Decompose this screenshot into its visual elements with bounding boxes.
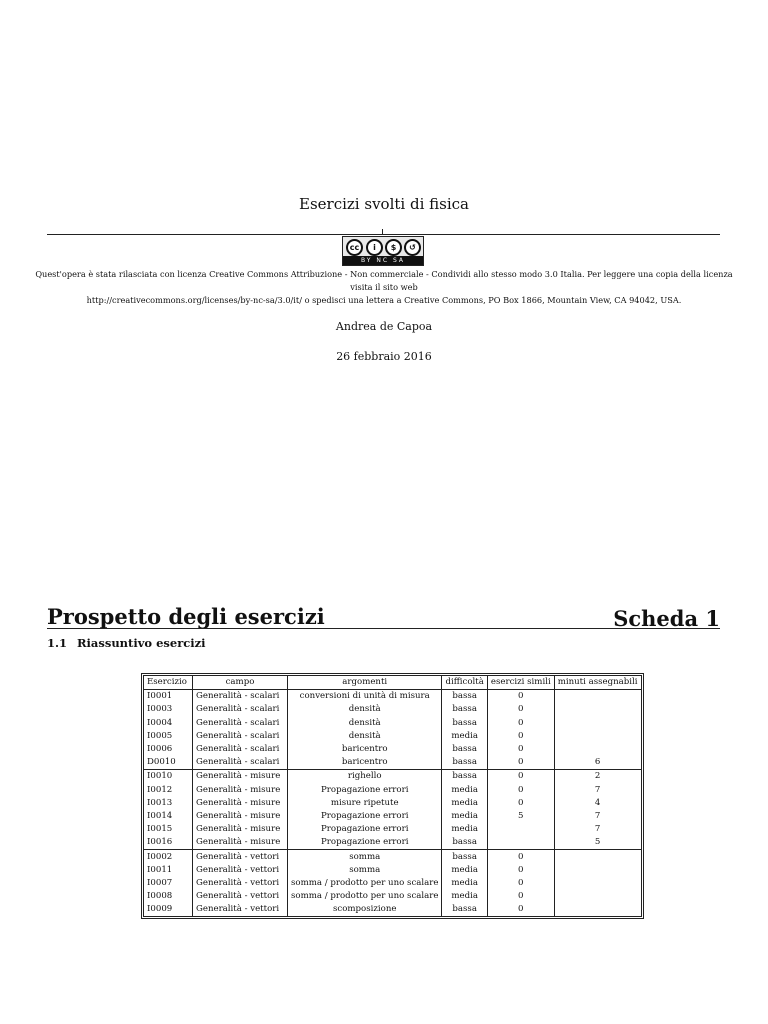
cell-esercizi-simili: 0 [487, 797, 554, 810]
table-body [144, 690, 641, 917]
by-icon: i [366, 239, 383, 256]
table-header-row [144, 676, 641, 690]
cell-difficolta: media [442, 877, 487, 890]
cell-argomenti: somma / prodotto per uno scalare [288, 877, 442, 890]
cell-esercizio: I0004 [147, 717, 173, 728]
cell-campo: Generalità - scalari [193, 703, 288, 716]
cell-difficolta: bassa [442, 717, 487, 730]
subsection-title: Riassuntivo esercizi [77, 636, 206, 650]
cell-campo: Generalità - vettori [193, 890, 288, 903]
cell-esercizi-simili: 0 [487, 717, 554, 730]
cell-difficolta: bassa [442, 756, 487, 770]
author: Andrea de Capoa [335, 320, 433, 333]
cell-esercizi-simili: 0 [487, 770, 554, 784]
table-row [144, 730, 641, 743]
cell-esercizi-simili: 0 [487, 877, 554, 890]
table-row [144, 690, 641, 704]
cell-difficolta: bassa [442, 770, 487, 784]
cell-argomenti: scomposizione [288, 903, 442, 916]
section-rule [47, 628, 720, 629]
badge-labels: BY NC SA [343, 256, 423, 265]
table-row [144, 877, 641, 890]
cell-campo: Generalità - misure [193, 770, 288, 784]
col-header-minuti: minuti assegnabili [554, 676, 640, 690]
subsection-number: 1.1 [47, 636, 68, 650]
cell-campo: Generalità - vettori [193, 903, 288, 916]
table-row [144, 756, 641, 770]
cell-difficolta: media [442, 797, 487, 810]
cell-minuti: 5 [554, 836, 640, 850]
cell-minuti [554, 703, 640, 716]
cell-campo: Generalità - misure [193, 784, 288, 797]
section-title: Prospetto degli esercizi [47, 604, 325, 629]
cell-esercizi-simili: 0 [487, 703, 554, 716]
cell-esercizi-simili: 0 [487, 690, 554, 704]
cell-esercizio: I0015 [147, 824, 173, 835]
title-rule [47, 234, 720, 235]
cell-campo: Generalità - vettori [193, 877, 288, 890]
cell-esercizio: D0010 [147, 757, 176, 768]
cell-difficolta: media [442, 730, 487, 743]
cell-esercizio: I0013 [147, 797, 173, 808]
cell-esercizi-simili [487, 823, 554, 836]
cell-esercizio: I0014 [147, 810, 173, 821]
cell-argomenti: Propagazione errori [288, 810, 442, 823]
cell-difficolta: bassa [442, 836, 487, 850]
cell-esercizi-simili: 0 [487, 864, 554, 877]
cell-difficolta: media [442, 890, 487, 903]
cell-campo: Generalità - scalari [193, 690, 288, 704]
cell-difficolta: bassa [442, 743, 487, 756]
cell-argomenti: baricentro [288, 756, 442, 770]
cell-esercizi-simili [487, 836, 554, 850]
table-row [144, 836, 641, 850]
col-header-esercizi-simili: esercizi simili [487, 676, 554, 690]
cell-argomenti: densità [288, 717, 442, 730]
col-header-esercizio: Esercizio [144, 676, 193, 690]
cell-difficolta: media [442, 864, 487, 877]
cell-argomenti: somma [288, 850, 442, 864]
cell-campo: Generalità - vettori [193, 850, 288, 864]
cell-minuti [554, 864, 640, 877]
cell-difficolta: bassa [442, 690, 487, 704]
nc-icon: $ [385, 239, 402, 256]
cell-campo: Generalità - misure [193, 797, 288, 810]
cell-argomenti: misure ripetute [288, 797, 442, 810]
cell-argomenti: densità [288, 703, 442, 716]
cell-argomenti: baricentro [288, 743, 442, 756]
cell-difficolta: media [442, 810, 487, 823]
cell-minuti: 7 [554, 810, 640, 823]
cell-esercizi-simili: 0 [487, 890, 554, 903]
table-row [144, 797, 641, 810]
table-row [144, 850, 641, 864]
cell-esercizio: I0006 [147, 744, 173, 755]
cell-esercizio: I0007 [147, 877, 173, 888]
cell-esercizio: I0012 [147, 784, 173, 795]
cell-argomenti: Propagazione errori [288, 784, 442, 797]
cell-difficolta: media [442, 784, 487, 797]
cell-esercizio: I0002 [144, 850, 193, 864]
cell-minuti [554, 717, 640, 730]
cell-campo: Generalità - misure [193, 836, 288, 850]
exercise-table [141, 673, 644, 919]
cell-esercizio: I0010 [144, 770, 193, 784]
table-row [144, 903, 641, 916]
cc-icon: cc [346, 239, 363, 256]
cell-minuti: 6 [554, 756, 640, 770]
cell-esercizio: I0016 [147, 837, 173, 848]
cell-minuti: 7 [554, 823, 640, 836]
col-header-difficolta: difficoltà [442, 676, 487, 690]
cell-difficolta: media [442, 823, 487, 836]
table-row [144, 703, 641, 716]
cell-argomenti: conversioni di unità di misura [288, 690, 442, 704]
cell-campo: Generalità - scalari [193, 717, 288, 730]
sa-icon: ↺ [404, 239, 421, 256]
cell-minuti [554, 877, 640, 890]
cell-campo: Generalità - vettori [193, 864, 288, 877]
cell-difficolta: bassa [442, 850, 487, 864]
cell-esercizi-simili: 0 [487, 756, 554, 770]
cell-argomenti: righello [288, 770, 442, 784]
cell-campo: Generalità - scalari [193, 730, 288, 743]
table-row [144, 864, 641, 877]
cell-minuti [554, 730, 640, 743]
cell-campo: Generalità - scalari [193, 756, 288, 770]
table-row [144, 784, 641, 797]
cell-minuti [554, 850, 640, 864]
cell-esercizi-simili: 0 [487, 730, 554, 743]
cell-minuti: 7 [554, 784, 640, 797]
cell-minuti [554, 690, 640, 704]
cell-esercizi-simili: 0 [487, 903, 554, 916]
section-scheda: Scheda 1 [613, 606, 720, 631]
cell-argomenti: Propagazione errori [288, 823, 442, 836]
cell-minuti [554, 890, 640, 903]
col-header-campo: campo [193, 676, 288, 690]
cell-minuti: 2 [554, 770, 640, 784]
cell-esercizio: I0008 [147, 891, 173, 902]
cell-esercizi-simili: 0 [487, 743, 554, 756]
cell-campo: Generalità - misure [193, 810, 288, 823]
creative-commons-badge-icon [342, 236, 424, 266]
cell-esercizio: I0011 [147, 864, 173, 875]
table-row [144, 890, 641, 903]
document-title: Esercizi svolti di fisica [299, 195, 469, 213]
cell-esercizio: I0003 [147, 704, 173, 715]
cell-argomenti: somma / prodotto per uno scalare [288, 890, 442, 903]
date: 26 febbraio 2016 [336, 350, 432, 363]
table-row [144, 823, 641, 836]
table-row [144, 743, 641, 756]
cell-campo: Generalità - misure [193, 823, 288, 836]
license-text [30, 268, 738, 307]
cell-argomenti: Propagazione errori [288, 836, 442, 850]
cell-esercizi-simili: 5 [487, 810, 554, 823]
cell-argomenti: somma [288, 864, 442, 877]
col-header-argomenti: argomenti [288, 676, 442, 690]
cell-argomenti: densità [288, 730, 442, 743]
cell-minuti: 4 [554, 797, 640, 810]
cell-esercizi-simili: 0 [487, 784, 554, 797]
subsection-heading [47, 636, 206, 650]
cell-minuti [554, 903, 640, 916]
license-line-1: Quest'opera è stata rilasciata con licenza Creative Commons Attribuzione - Non commerciale - Condividi allo stesso modo 3.0 Italia. Per leggere una copia della licenza visita il sito web [35, 269, 733, 292]
cell-esercizio: I0005 [147, 730, 173, 741]
cell-esercizio: I0009 [147, 904, 173, 915]
table-row [144, 810, 641, 823]
table-row [144, 770, 641, 784]
cell-difficolta: bassa [442, 703, 487, 716]
cell-esercizio: I0001 [147, 691, 173, 702]
cell-esercizi-simili: 0 [487, 850, 554, 864]
license-line-2: http://creativecommons.org/licenses/by-nc-sa/3.0/it/ o spedisci una lettera a Creative Commons, PO Box 1866, Mountain View, CA 94042, USA. [86, 295, 682, 305]
cell-minuti [554, 743, 640, 756]
table-row [144, 717, 641, 730]
cell-campo: Generalità - scalari [193, 743, 288, 756]
cell-difficolta: bassa [442, 903, 487, 916]
